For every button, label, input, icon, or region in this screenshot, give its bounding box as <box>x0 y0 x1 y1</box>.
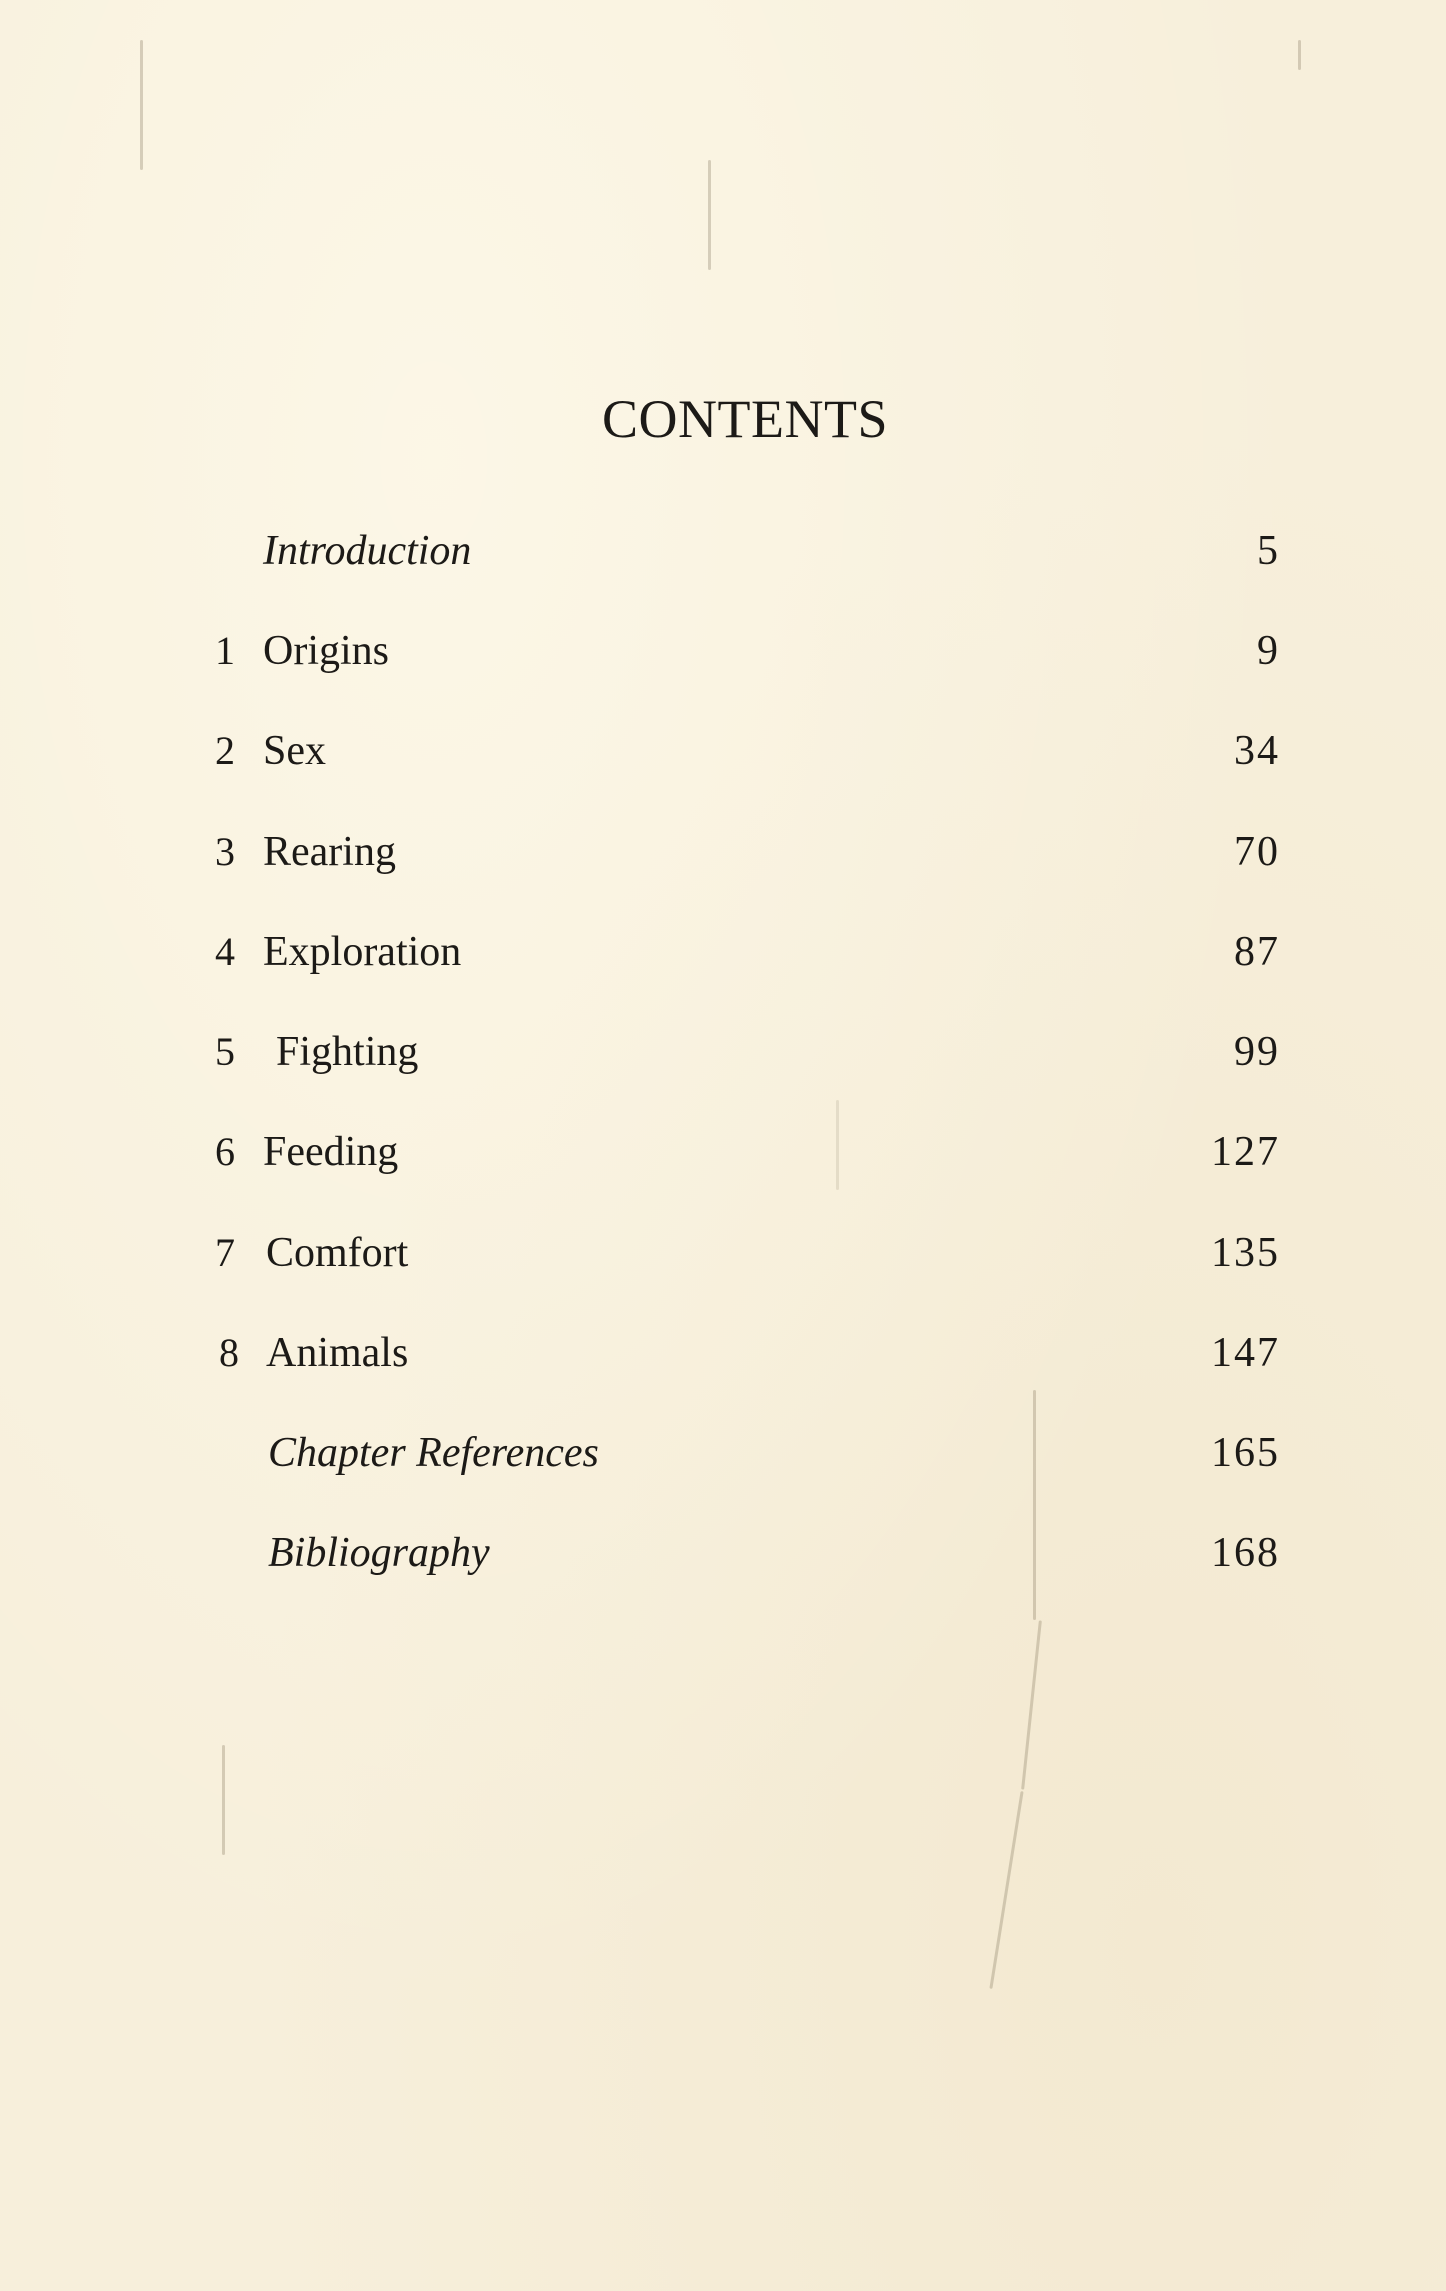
chapter-title: Exploration <box>263 929 462 975</box>
chapter-title: Introduction <box>263 528 472 574</box>
page-number: 168 <box>1211 1530 1280 1576</box>
page-number: 165 <box>1211 1430 1280 1476</box>
page-title: CONTENTS <box>602 389 888 450</box>
toc-entry-fighting[interactable] <box>0 1017 1446 1087</box>
chapter-title: Animals <box>266 1330 409 1376</box>
chapter-title: Rearing <box>263 829 396 875</box>
chapter-number: 5 <box>215 1029 235 1074</box>
page-number: 147 <box>1211 1330 1280 1376</box>
toc-entry-introduction[interactable] <box>0 516 1446 586</box>
page-number: 135 <box>1211 1230 1280 1276</box>
chapter-number: 8 <box>219 1330 239 1375</box>
chapter-title: Fighting <box>276 1029 419 1075</box>
toc-entry-exploration[interactable] <box>0 917 1446 987</box>
toc-entry-feeding[interactable] <box>0 1117 1446 1187</box>
chapter-number: 7 <box>215 1230 235 1275</box>
chapter-number: 3 <box>215 829 235 874</box>
page-number: 5 <box>1257 528 1280 574</box>
chapter-title: Feeding <box>263 1129 399 1175</box>
chapter-title: Origins <box>263 628 389 674</box>
chapter-number: 2 <box>215 728 235 773</box>
toc-entry-animals[interactable] <box>0 1318 1446 1388</box>
chapter-title: Chapter References <box>268 1430 599 1476</box>
chapter-number: 6 <box>215 1129 235 1174</box>
page-number: 87 <box>1234 929 1280 975</box>
toc-entry-sex[interactable] <box>0 716 1446 786</box>
toc-entry-chapter-references[interactable] <box>0 1418 1446 1488</box>
toc-entry-bibliography[interactable] <box>0 1518 1446 1588</box>
toc-entry-comfort[interactable] <box>0 1218 1446 1288</box>
toc-entry-rearing[interactable] <box>0 817 1446 887</box>
chapter-title: Comfort <box>266 1230 409 1276</box>
chapter-title: Bibliography <box>268 1530 490 1576</box>
page-number: 99 <box>1234 1029 1280 1075</box>
page-number: 70 <box>1234 829 1280 875</box>
chapter-number: 1 <box>215 628 235 673</box>
page-number: 127 <box>1211 1129 1280 1175</box>
chapter-title: Sex <box>263 728 326 774</box>
page-number: 9 <box>1257 628 1280 674</box>
page-number: 34 <box>1234 728 1280 774</box>
chapter-number: 4 <box>215 929 235 974</box>
toc-entry-origins[interactable] <box>0 616 1446 686</box>
